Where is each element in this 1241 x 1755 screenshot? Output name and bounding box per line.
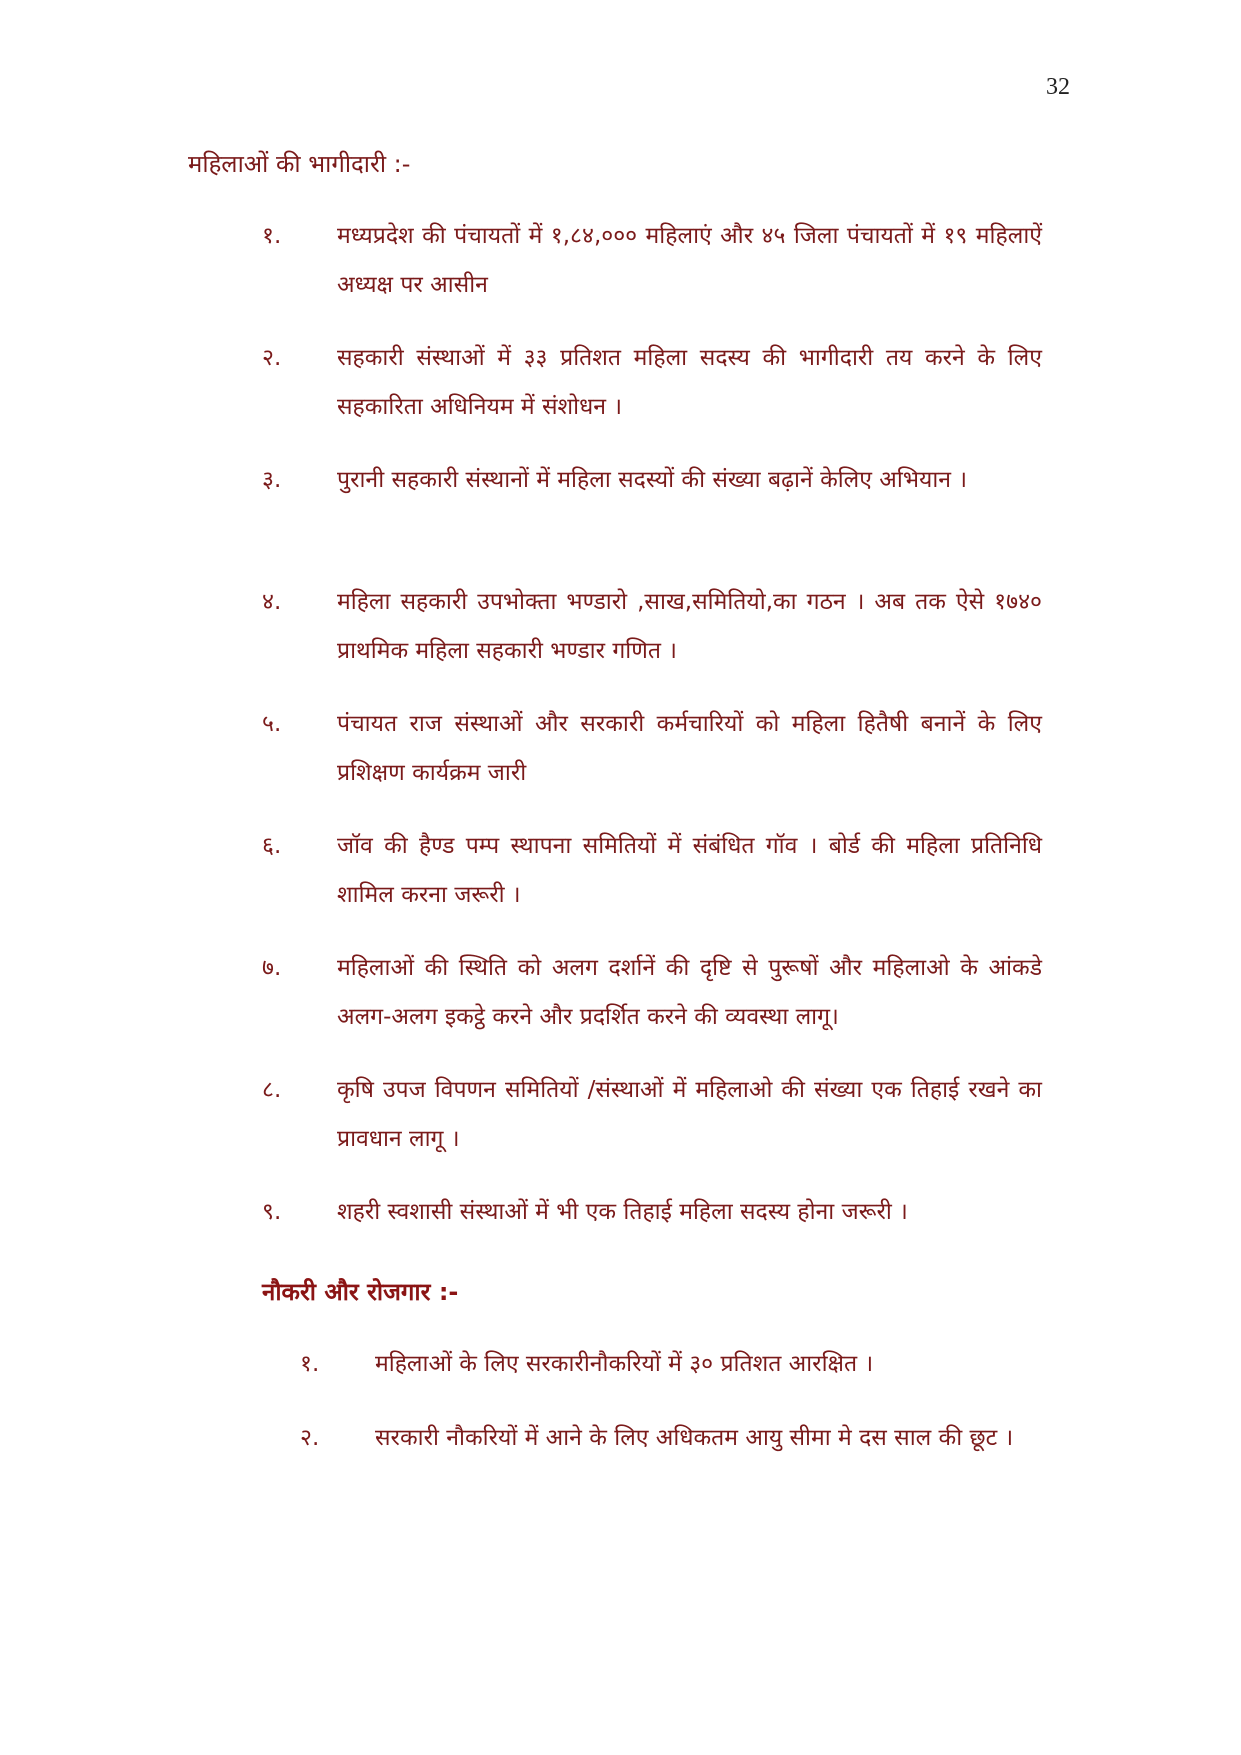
- list-item-number: ८.: [262, 1077, 282, 1103]
- list-item-text: महिलाओं की स्थिति को अलग दर्शानें की दृष्टि से पुरूषों और महिलाओ के आंकडे अलग-अलग इकट्ठे करने और प्रदर्शित करने की व्यवस्था लागू।: [337, 955, 1042, 1030]
- list-item-text: महिला सहकारी उपभोक्ता भण्डारो ,साख,समितियो,का गठन । अब तक ऐसे १७४० प्राथमिक महिला सहकारी भण्डार गणित ।: [337, 589, 1042, 664]
- section-heading-jobs-employment: नौकरी और रोजगार :-: [262, 1278, 459, 1306]
- list-item-number: ४.: [262, 589, 282, 615]
- list-item-number: ५.: [262, 711, 282, 737]
- list-item: [262, 700, 1042, 798]
- list-item: [300, 1340, 1042, 1389]
- list-item-text: सरकारी नौकरियों में आने के लिए अधिकतम आयु सीमा मे दस साल की छूट ।: [375, 1425, 1014, 1451]
- list-item-number: २.: [262, 345, 282, 371]
- page-number: 32: [1046, 74, 1070, 100]
- list-item-text: पंचायत राज संस्थाओं और सरकारी कर्मचारियों को महिला हितैषी बनानें के लिए प्रशिक्षण कार्यक्रम जारी: [337, 711, 1042, 786]
- list-item: [300, 1414, 1042, 1512]
- list-item: [262, 822, 1042, 920]
- list-item-text: महिलाओं के लिए सरकारीनौकरियों में ३० प्रतिशत आरक्षित ।: [375, 1351, 874, 1377]
- list-item: [262, 212, 1042, 310]
- list-item-text: शहरी स्वशासी संस्थाओं में भी एक तिहाई महिला सदस्य होना जरूरी ।: [337, 1199, 908, 1225]
- list-item-text: कृषि उपज विपणन समितियों /संस्थाओं में महिलाओ की संख्या एक तिहाई रखने का प्रावधान लागू ।: [337, 1077, 1042, 1152]
- list-item-number: १.: [262, 223, 282, 249]
- list-item-text: पुरानी सहकारी संस्थानों में महिला सदस्यों की संख्या बढ़ानें केलिए अभियान ।: [337, 467, 968, 493]
- list-item-number: २.: [300, 1425, 320, 1451]
- list-item: [262, 1066, 1042, 1164]
- list-item-number: ३.: [262, 467, 282, 493]
- list-item-text: जॉव की हैण्ड पम्प स्थापना समितियों में संबंधित गॉव । बोर्ड की महिला प्रतिनिधि शामिल करना जरूरी ।: [337, 833, 1042, 908]
- list-item: [262, 456, 1042, 554]
- list-item-number: ७.: [262, 955, 282, 981]
- list-item-number: १.: [300, 1351, 320, 1377]
- list-item: [262, 1188, 1042, 1237]
- list-item-text: मध्यप्रदेश की पंचायतों में १,८४,००० महिलाएं और ४५ जिला पंचायतों में १९ महिलाऐं अध्यक्ष पर आसीन: [337, 223, 1042, 298]
- list-item: [262, 334, 1042, 432]
- list-item: [262, 944, 1042, 1042]
- list-item-number: ६.: [262, 833, 282, 859]
- list-item-text: सहकारी संस्थाओं में ३३ प्रतिशत महिला सदस्य की भागीदारी तय करने के लिए सहकारिता अधिनियम में संशोधन ।: [337, 345, 1042, 420]
- list-item-number: ९.: [262, 1199, 282, 1225]
- section-heading-women-participation: महिलाओं की भागीदारी :-: [188, 150, 411, 178]
- list-item: [262, 578, 1042, 676]
